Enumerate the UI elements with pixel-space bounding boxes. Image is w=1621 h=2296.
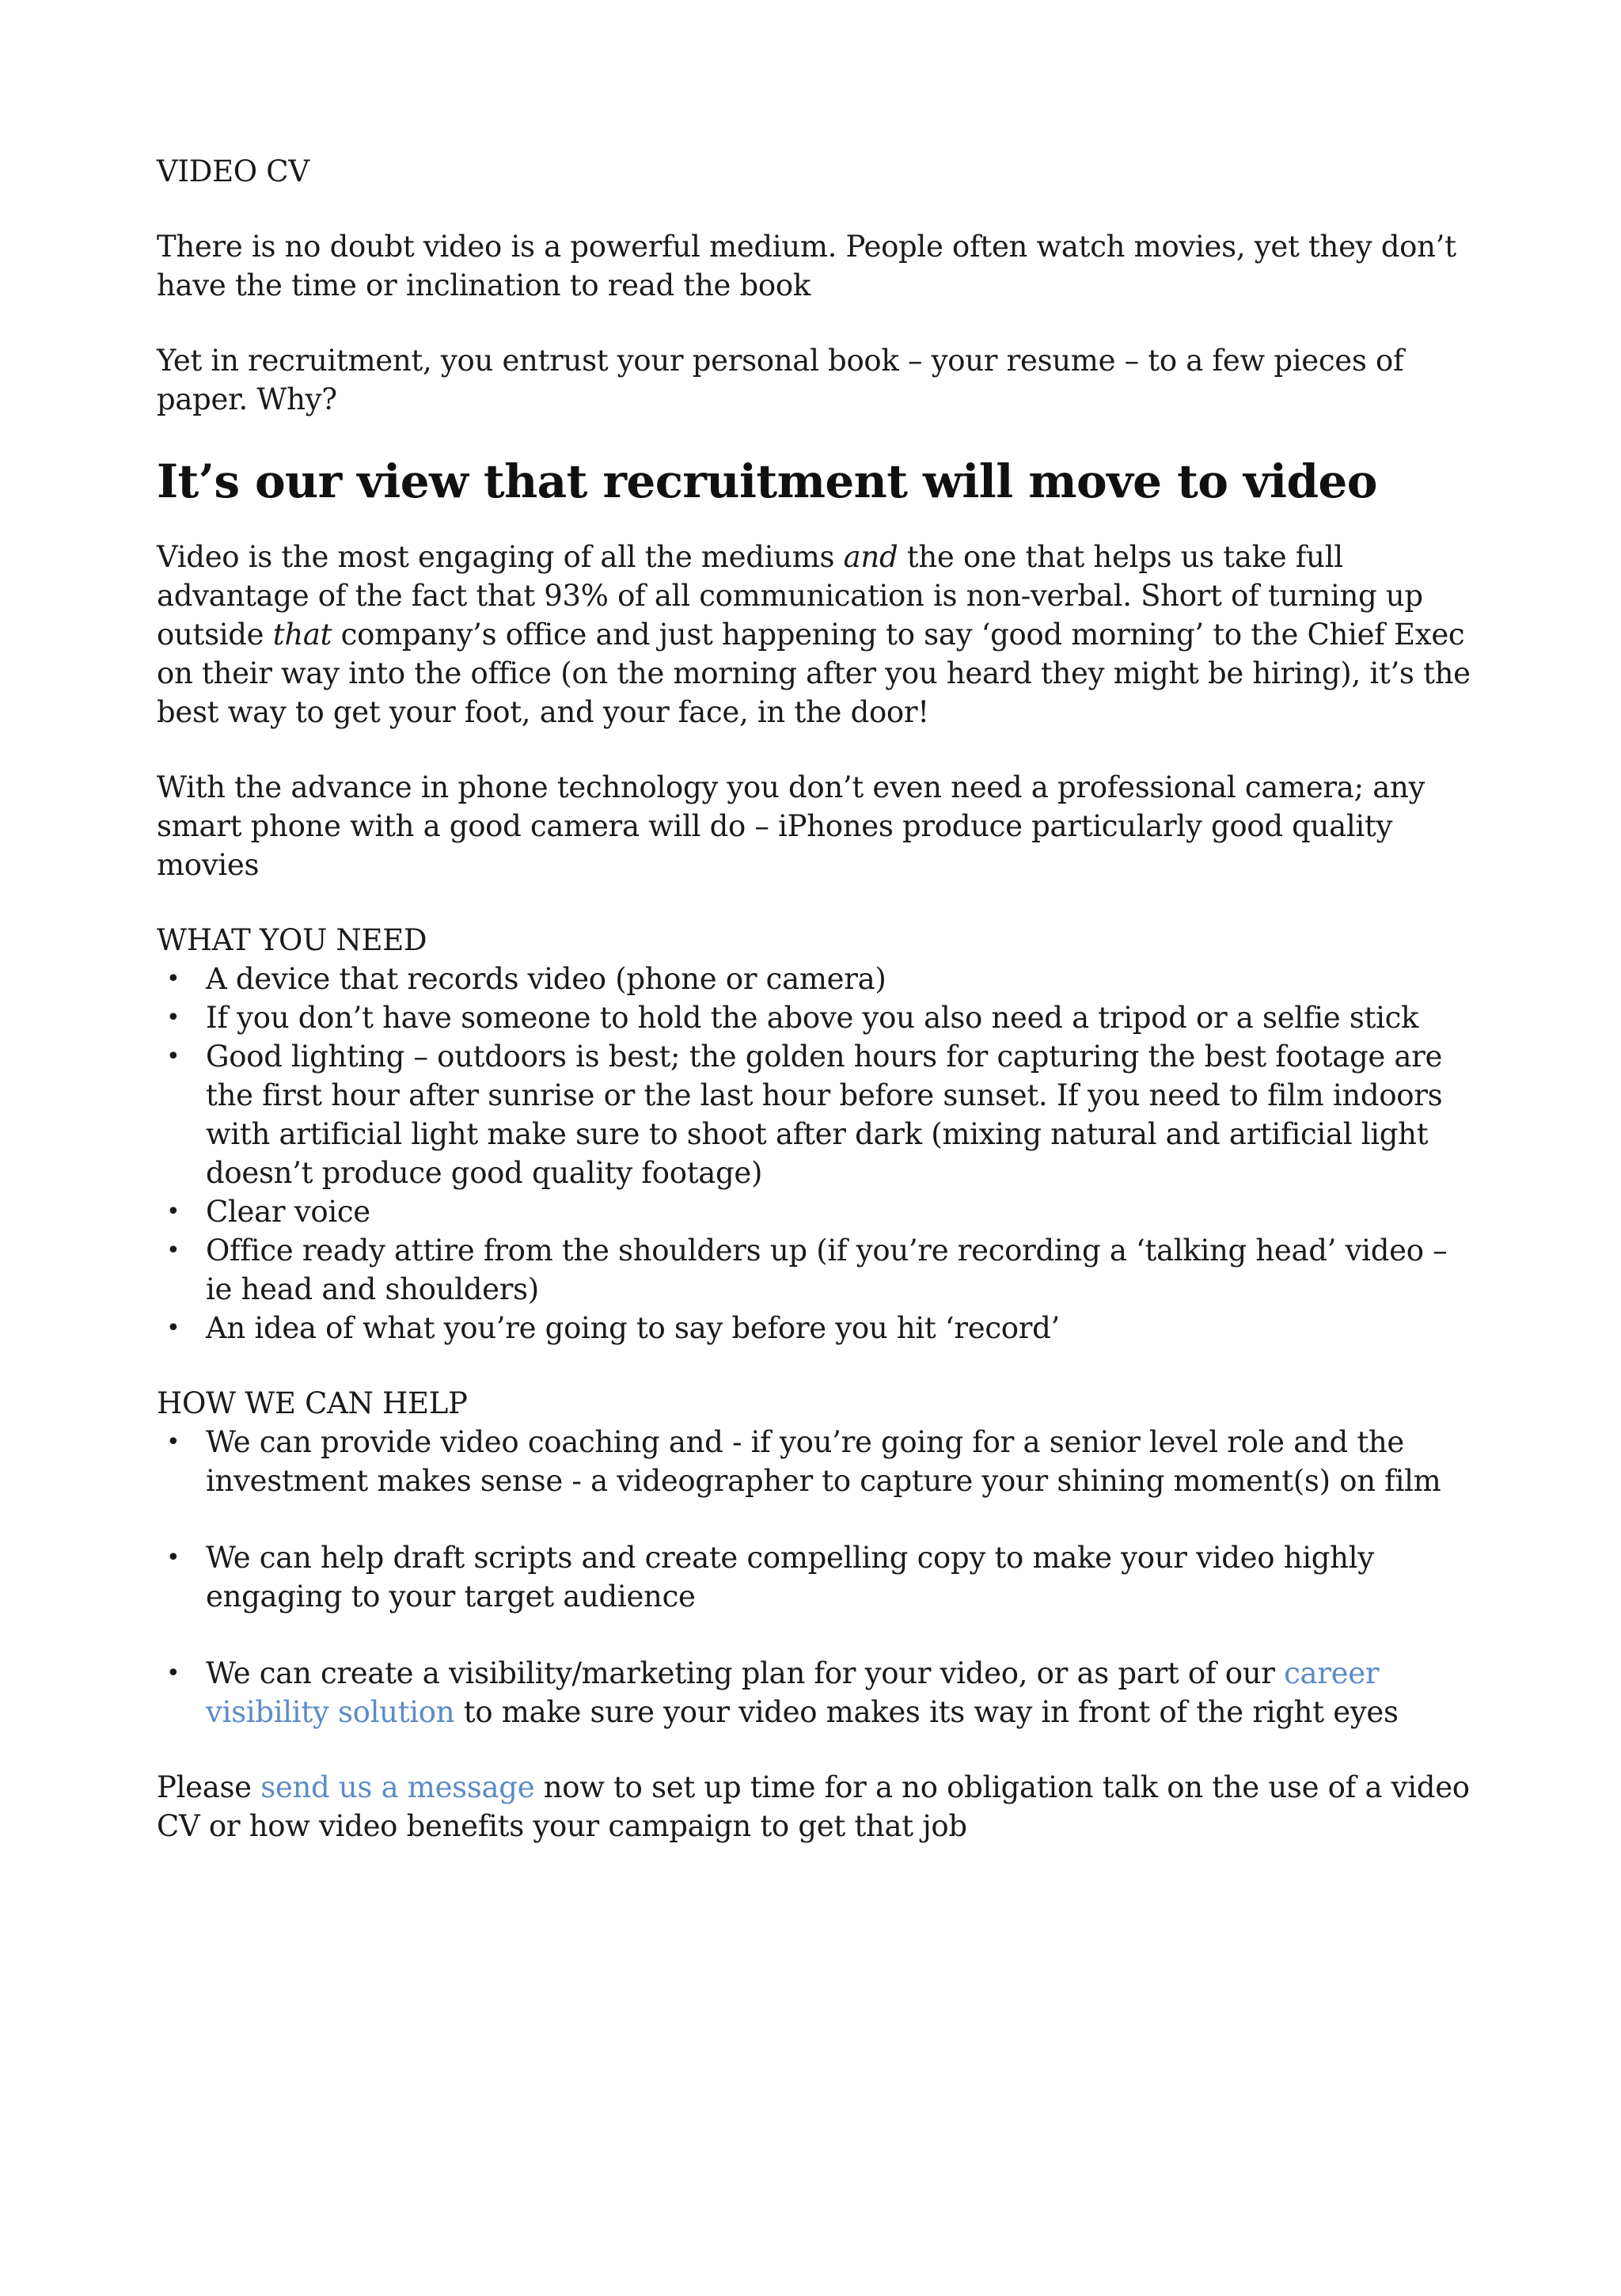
bullet-icon: • <box>166 1198 180 1226</box>
document-page <box>157 152 1471 1846</box>
bullet-icon: • <box>166 1428 180 1456</box>
list-item <box>157 960 1471 998</box>
career-visibility-solution-link[interactable]: career visibility solution <box>206 1656 1380 1729</box>
send-us-a-message-link[interactable]: send us a message <box>260 1770 535 1804</box>
bullet-icon: • <box>166 965 180 993</box>
what-you-need-list <box>157 960 1471 1348</box>
page-heading: It’s our view that recruitment will move to video <box>157 454 1377 508</box>
intro-paragraph-1: There is no doubt video is a powerful medium. People often watch movies, yet they don’t have the time or inclination to read the book <box>157 230 1456 302</box>
how-we-can-help-title: HOW WE CAN HELP <box>157 1386 468 1420</box>
intro-paragraph-2: Yet in recruitment, you entrust your personal book – your resume – to a few pieces of paper. Why? <box>157 344 1404 416</box>
body-paragraph-video-engaging <box>157 538 1471 732</box>
closing-paragraph <box>157 1768 1471 1846</box>
list-item <box>157 1192 1471 1231</box>
list-item-text: We can provide video coaching and - if you’re going for a senior level role and the investment makes sense - a videographer to capture your shining moment(s) on film <box>206 1425 1441 1498</box>
body-text: Please <box>157 1770 261 1804</box>
list-item <box>157 998 1471 1037</box>
document-label: VIDEO CV <box>157 154 309 188</box>
emphasis-and: and <box>843 540 898 574</box>
body-paragraph-phone-technology: With the advance in phone technology you don’t even need a professional camera; any smart phone with a good camera will do – iPhones produce particularly good quality movies <box>157 770 1425 882</box>
bullet-icon: • <box>166 1043 180 1070</box>
list-item-text: An idea of what you’re going to say before you hit ‘record’ <box>206 1311 1061 1345</box>
list-item <box>157 1037 1471 1192</box>
list-item <box>157 1309 1471 1348</box>
bullet-icon: • <box>166 1544 180 1572</box>
how-we-can-help-list <box>157 1423 1471 1732</box>
body-text: Video is the most engaging of all the mediums <box>157 540 844 574</box>
bullet-icon: • <box>166 1004 180 1032</box>
what-you-need-title: WHAT YOU NEED <box>157 923 427 957</box>
list-item <box>157 1231 1471 1309</box>
list-item-text: Office ready attire from the shoulders up (if you’re recording a ‘talking head’ video – ie head and shoulders) <box>206 1234 1448 1306</box>
list-item-text: We can create a visibility/marketing plan for your video, or as part of our <box>206 1656 1285 1690</box>
list-item-text: We can help draft scripts and create compelling copy to make your video highly engaging to your target audience <box>206 1541 1374 1614</box>
bullet-icon: • <box>166 1314 180 1342</box>
list-item <box>157 1423 1471 1500</box>
body-text: the one that helps us take full advantage of the fact that 93% of all communication is non-verbal. Short of turning up outside <box>157 540 1423 652</box>
bullet-icon: • <box>166 1659 180 1687</box>
body-text: company’s office and just happening to say ‘good morning’ to the Chief Exec on their way into the office (on the morning after you heard they might be hiring), it’s the best way to get your foot, and your face, in the door! <box>157 618 1471 729</box>
list-item-text: Good lighting – outdoors is best; the golden hours for capturing the best footage are the first hour after sunrise or the last hour before sunset. If you need to film indoors with artificial light make sure to shoot after dark (mixing natural and artificial light doesn’t produce good quality footage) <box>206 1040 1443 1190</box>
list-item-text: Clear voice <box>206 1195 370 1229</box>
list-item <box>157 1538 1471 1616</box>
emphasis-that: that <box>272 618 332 652</box>
body-text: now to set up time for a no obligation talk on the use of a video CV or how video benefits your campaign to get that job <box>157 1770 1470 1843</box>
list-item <box>157 1654 1471 1732</box>
list-item-text: A device that records video (phone or camera) <box>206 962 886 996</box>
bullet-icon: • <box>166 1237 180 1264</box>
list-item-text: If you don’t have someone to hold the above you also need a tripod or a selfie stick <box>206 1001 1419 1035</box>
list-item-text: to make sure your video makes its way in front of the right eyes <box>454 1695 1399 1729</box>
